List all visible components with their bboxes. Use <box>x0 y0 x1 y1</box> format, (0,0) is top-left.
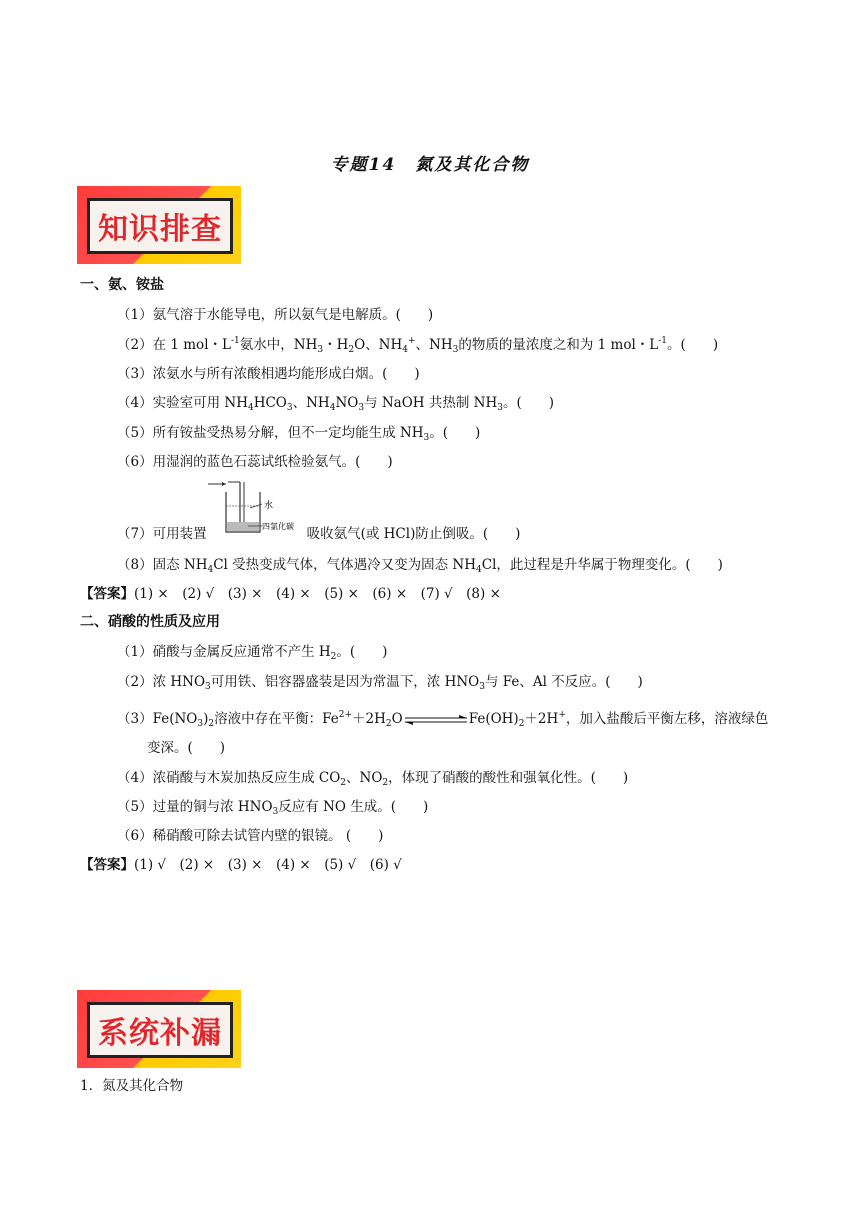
section-heading-ammonia: 一、氨、铵盐 <box>80 277 164 293</box>
question-2-3-cont: 变深。( ) <box>147 740 226 756</box>
question-2-4: （4）浓硝酸与木炭加热反应生成 $CO_2$、$NO_2$，体现了硝酸的酸性和强氧化性。( ) <box>117 770 629 788</box>
page-title: 专题14 氮及其化合物 <box>330 155 530 175</box>
ccl4-label: 四氯化碳 <box>262 522 294 531</box>
section-caption-nitrogen: 1．氮及其化合物 <box>80 1078 184 1094</box>
water-label: 水 <box>264 501 274 511</box>
question-1-8: （8）固态 $NH_4Cl$ 受热变成气体，气体遇冷又变为固态 $NH_4Cl$，此过程是升华属于物理变化。( ) <box>117 557 723 575</box>
question-2-5: （5）过量的铜与浓 $HNO_3$反应有 NO 生成。( ) <box>117 799 429 817</box>
equilibrium-arrow-icon <box>403 714 469 726</box>
system-review-banner <box>77 990 241 1068</box>
answer-section-1: 【答案】(1) × (2) √ (3) × (4) × (5) × (6) × (7) √ (8) × <box>80 586 501 602</box>
knowledge-check-banner <box>77 186 241 264</box>
question-1-6: （6）用湿润的蓝色石蕊试纸检验氨气。( ) <box>117 454 393 470</box>
question-1-5: （5）所有铵盐受热易分解，但不一定均能生成 $NH_3$。( ) <box>117 425 481 443</box>
section-heading-nitric-acid: 二、硝酸的性质及应用 <box>80 614 220 630</box>
question-1-3: （3）浓氨水与所有浓酸相遇均能形成白烟。( ) <box>117 366 420 382</box>
banner-label: 知识排查 <box>87 198 233 254</box>
banner-label: 系统补漏 <box>87 1002 233 1058</box>
question-2-2: （2）浓 $HNO_3$可用铁、铝容器盛装是因为常温下，浓 $HNO_3$与 Fe、Al 不反应。( ) <box>117 674 643 692</box>
question-1-2: （2）在 1 mol・$L^{-1}$氨水中，$NH_3$・$H_2O$、$NH_4^+$、$NH_3$的物质的量浓度之和为 1 mol・$L^{-1}$。( ) <box>117 336 719 355</box>
question-2-1: （1）硝酸与金属反应通常不产生 $H_2$。( ) <box>117 644 388 662</box>
question-2-3: $(3)Fe(NO_3)_2$溶液中存在平衡：$Fe^{2+}+2H_2O$ $Fe(OH)_2+2H^+$，加入盐酸后平衡左移，溶液绿色 <box>117 710 769 729</box>
question-1-4: （4）实验室可用 $NH_4HCO_3$、$NH_4NO_3$与 NaOH 共热制 $NH_3$。( ) <box>117 395 555 413</box>
question-2-6: （6）稀硝酸可除去试管内壁的银镜。 ( ) <box>117 828 384 844</box>
question-1-1: （1）氨气溶于水能导电，所以氨气是电解质。( ) <box>117 307 434 323</box>
answer-section-2: 【答案】(1) √ (2) × (3) × (4) × (5) √ (6) √ <box>80 857 402 873</box>
question-1-7: （7）可用装置 吸收氨气(或 HCl)防止倒吸。( ) <box>117 526 521 542</box>
